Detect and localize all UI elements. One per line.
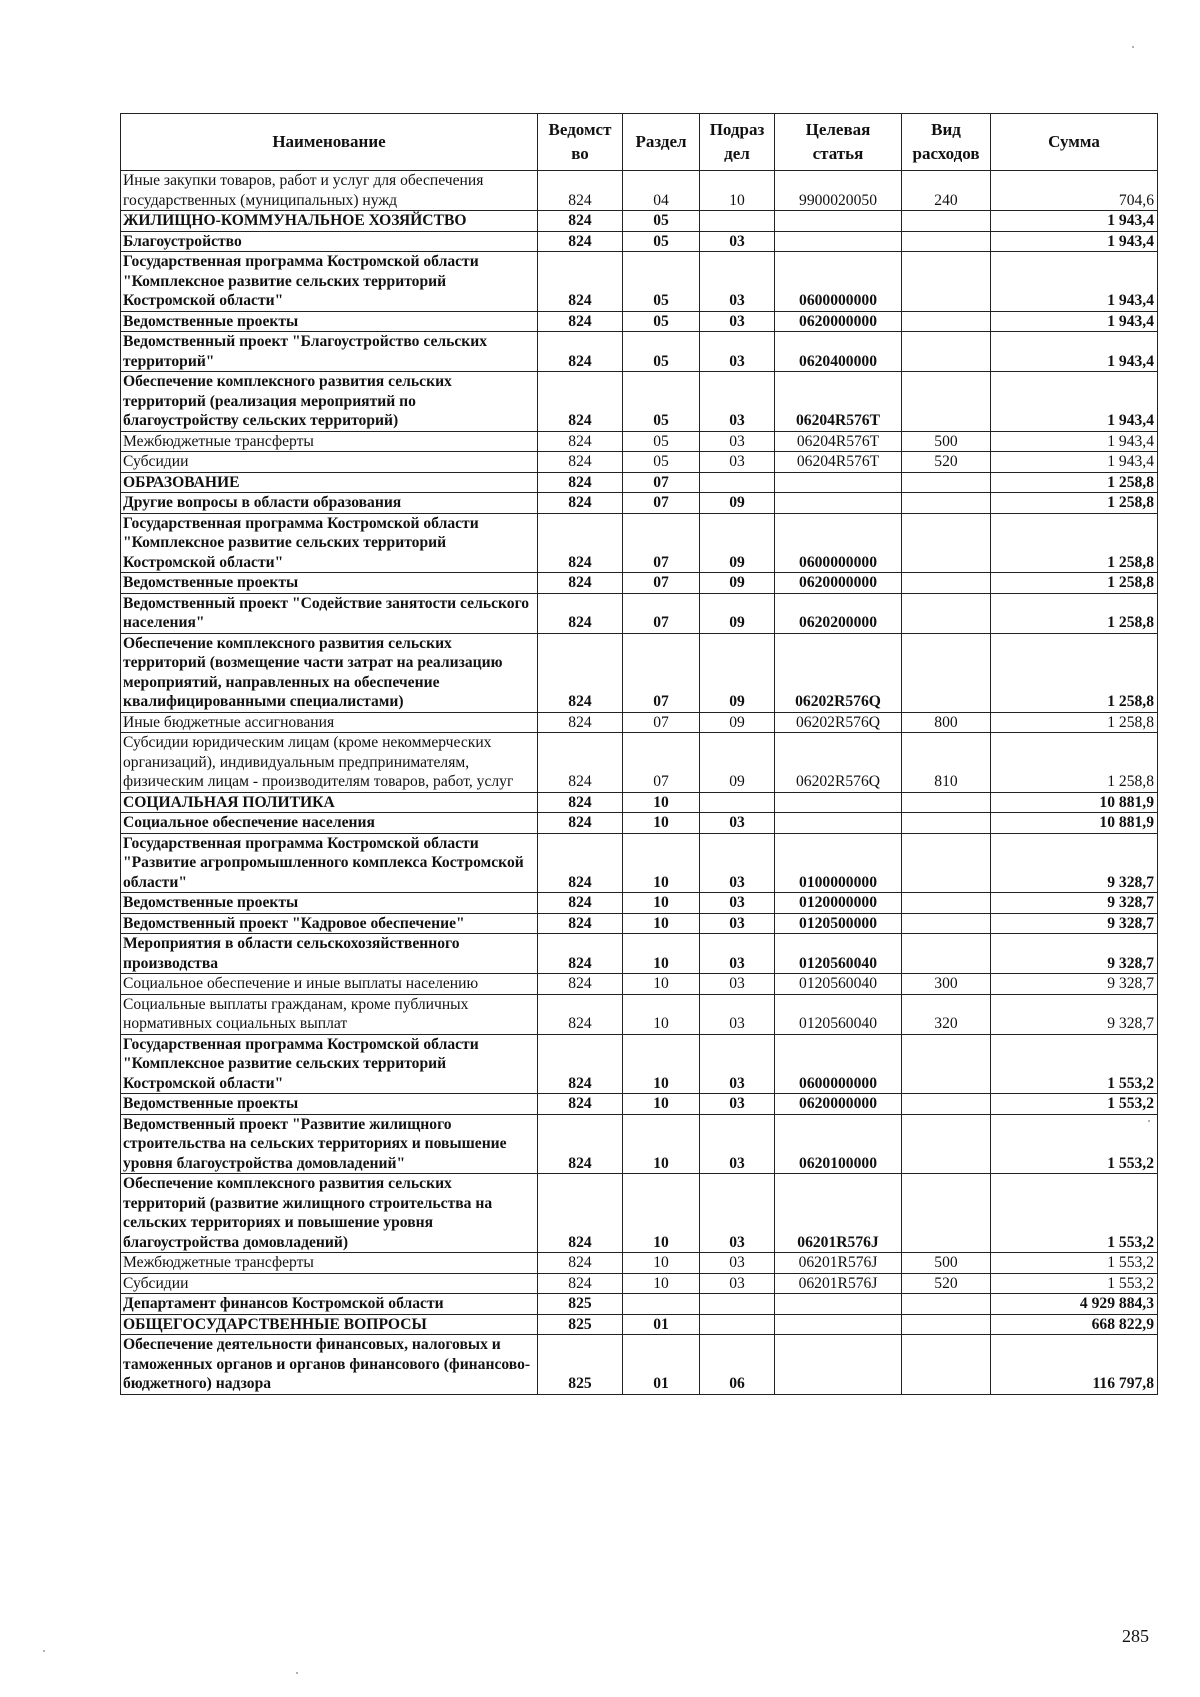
cell-name: Субсидии юридическим лицам (кроме некоммерческих организаций), индивидуальным предпринимателям, физическим лицам - производителям товаров, работ, услуг <box>121 733 538 793</box>
cell-celevaya-statya <box>775 211 902 232</box>
cell-podrazdel: 03 <box>700 431 775 452</box>
cell-vid-rashodov <box>902 1314 991 1335</box>
cell-summa: 1 258,8 <box>991 733 1158 793</box>
cell-podrazdel: 03 <box>700 1253 775 1274</box>
table-row <box>121 712 1158 733</box>
cell-vedomstvo: 824 <box>538 813 623 834</box>
cell-podrazdel: 03 <box>700 252 775 312</box>
cell-podrazdel: 03 <box>700 1174 775 1253</box>
cell-summa: 1 553,2 <box>991 1174 1158 1253</box>
cell-celevaya-statya: 06202R576Q <box>775 712 902 733</box>
cell-razdel: 10 <box>623 1114 700 1174</box>
table-row <box>121 171 1158 211</box>
cell-razdel: 10 <box>623 934 700 974</box>
cell-vedomstvo: 824 <box>538 431 623 452</box>
cell-summa: 1 943,4 <box>991 372 1158 432</box>
cell-celevaya-statya: 0600000000 <box>775 252 902 312</box>
cell-vedomstvo: 824 <box>538 573 623 594</box>
cell-name: Ведомственный проект "Содействие занятости сельского населения" <box>121 593 538 633</box>
cell-podrazdel: 09 <box>700 493 775 514</box>
scan-speck <box>43 1650 45 1652</box>
cell-summa: 1 553,2 <box>991 1034 1158 1094</box>
cell-summa: 1 943,4 <box>991 211 1158 232</box>
cell-podrazdel: 09 <box>700 593 775 633</box>
cell-summa: 1 943,4 <box>991 452 1158 473</box>
table-row <box>121 1335 1158 1395</box>
table-row <box>121 372 1158 432</box>
table-row <box>121 452 1158 473</box>
cell-razdel: 07 <box>623 573 700 594</box>
cell-razdel: 10 <box>623 833 700 893</box>
cell-celevaya-statya: 0100000000 <box>775 833 902 893</box>
cell-podrazdel: 03 <box>700 1094 775 1115</box>
cell-summa: 9 328,7 <box>991 893 1158 914</box>
cell-vid-rashodov <box>902 573 991 594</box>
cell-vid-rashodov: 520 <box>902 452 991 473</box>
cell-vedomstvo: 824 <box>538 934 623 974</box>
cell-name: Обеспечение комплексного развития сельских территорий (реализация мероприятий по благоустройству сельских территорий) <box>121 372 538 432</box>
cell-podrazdel <box>700 472 775 493</box>
header-razdel: Раздел <box>623 114 700 171</box>
cell-summa: 1 943,4 <box>991 252 1158 312</box>
table-row <box>121 813 1158 834</box>
cell-razdel: 01 <box>623 1314 700 1335</box>
cell-name: Другие вопросы в области образования <box>121 493 538 514</box>
cell-name: Субсидии <box>121 452 538 473</box>
cell-razdel: 07 <box>623 493 700 514</box>
cell-vedomstvo: 824 <box>538 974 623 995</box>
cell-summa: 704,6 <box>991 171 1158 211</box>
cell-vedomstvo: 825 <box>538 1335 623 1395</box>
cell-vedomstvo: 824 <box>538 1174 623 1253</box>
table-row <box>121 792 1158 813</box>
cell-name: Ведомственные проекты <box>121 893 538 914</box>
cell-summa: 10 881,9 <box>991 813 1158 834</box>
table-row <box>121 311 1158 332</box>
cell-name: Субсидии <box>121 1273 538 1294</box>
cell-vedomstvo: 824 <box>538 513 623 573</box>
header-summa: Сумма <box>991 114 1158 171</box>
table-row <box>121 211 1158 232</box>
cell-name: Ведомственный проект "Развитие жилищного строительства на сельских территориях и повышение уровня благоустройства домовладений" <box>121 1114 538 1174</box>
cell-razdel: 10 <box>623 974 700 995</box>
cell-summa: 10 881,9 <box>991 792 1158 813</box>
cell-summa: 9 328,7 <box>991 913 1158 934</box>
cell-summa: 9 328,7 <box>991 994 1158 1034</box>
cell-name: Социальное обеспечение населения <box>121 813 538 834</box>
cell-name: Ведомственный проект "Благоустройство сельских территорий" <box>121 332 538 372</box>
table-row <box>121 994 1158 1034</box>
table-row <box>121 633 1158 712</box>
cell-vid-rashodov <box>902 332 991 372</box>
cell-summa: 1 258,8 <box>991 573 1158 594</box>
header-vid-rashodov: Вид расходов <box>902 114 991 171</box>
cell-name: Иные бюджетные ассигнования <box>121 712 538 733</box>
cell-celevaya-statya: 0120560040 <box>775 994 902 1034</box>
cell-name: Ведомственные проекты <box>121 1094 538 1115</box>
table-row <box>121 593 1158 633</box>
table-row <box>121 1174 1158 1253</box>
cell-celevaya-statya: 06201R576J <box>775 1174 902 1253</box>
cell-celevaya-statya <box>775 813 902 834</box>
cell-podrazdel <box>700 1314 775 1335</box>
header-celevaya-statya: Целевая статья <box>775 114 902 171</box>
cell-podrazdel: 03 <box>700 1273 775 1294</box>
cell-vedomstvo: 824 <box>538 171 623 211</box>
cell-vid-rashodov: 800 <box>902 712 991 733</box>
cell-vid-rashodov <box>902 1114 991 1174</box>
cell-vid-rashodov <box>902 913 991 934</box>
table-row <box>121 1294 1158 1315</box>
cell-vedomstvo: 824 <box>538 472 623 493</box>
cell-vedomstvo: 824 <box>538 792 623 813</box>
cell-celevaya-statya: 0120500000 <box>775 913 902 934</box>
cell-summa: 668 822,9 <box>991 1314 1158 1335</box>
cell-vedomstvo: 824 <box>538 733 623 793</box>
cell-podrazdel: 03 <box>700 833 775 893</box>
cell-vid-rashodov <box>902 1174 991 1253</box>
cell-summa: 1 258,8 <box>991 472 1158 493</box>
cell-celevaya-statya: 0120000000 <box>775 893 902 914</box>
cell-podrazdel: 06 <box>700 1335 775 1395</box>
cell-vedomstvo: 824 <box>538 994 623 1034</box>
scan-speck <box>1148 1120 1150 1122</box>
cell-celevaya-statya: 0600000000 <box>775 513 902 573</box>
cell-summa: 1 258,8 <box>991 513 1158 573</box>
cell-vid-rashodov <box>902 252 991 312</box>
cell-summa: 1 553,2 <box>991 1253 1158 1274</box>
cell-razdel: 10 <box>623 1273 700 1294</box>
cell-razdel <box>623 1294 700 1315</box>
cell-celevaya-statya: 06201R576J <box>775 1273 902 1294</box>
cell-name: Обеспечение комплексного развития сельских территорий (развитие жилищного строительства на сельских территориях и повышение уровня благоустройства домовладений) <box>121 1174 538 1253</box>
cell-vid-rashodov <box>902 472 991 493</box>
cell-podrazdel: 03 <box>700 1114 775 1174</box>
cell-vedomstvo: 824 <box>538 493 623 514</box>
cell-razdel: 10 <box>623 813 700 834</box>
cell-vid-rashodov <box>902 813 991 834</box>
cell-celevaya-statya: 0620200000 <box>775 593 902 633</box>
table-row <box>121 332 1158 372</box>
cell-summa: 1 553,2 <box>991 1273 1158 1294</box>
cell-razdel: 07 <box>623 712 700 733</box>
cell-razdel: 10 <box>623 792 700 813</box>
cell-vid-rashodov <box>902 934 991 974</box>
cell-name: Государственная программа Костромской области "Развитие агропромышленного комплекса Костромской области" <box>121 833 538 893</box>
cell-celevaya-statya: 06201R576J <box>775 1253 902 1274</box>
cell-celevaya-statya: 0120560040 <box>775 974 902 995</box>
cell-podrazdel <box>700 792 775 813</box>
cell-podrazdel: 03 <box>700 1034 775 1094</box>
cell-podrazdel: 03 <box>700 332 775 372</box>
cell-vedomstvo: 824 <box>538 1253 623 1274</box>
cell-summa: 1 553,2 <box>991 1114 1158 1174</box>
cell-celevaya-statya: 0600000000 <box>775 1034 902 1094</box>
cell-celevaya-statya <box>775 1314 902 1335</box>
cell-razdel: 10 <box>623 994 700 1034</box>
cell-name: Межбюджетные трансферты <box>121 431 538 452</box>
cell-vedomstvo: 824 <box>538 211 623 232</box>
cell-podrazdel: 09 <box>700 573 775 594</box>
cell-vedomstvo: 824 <box>538 252 623 312</box>
cell-podrazdel: 03 <box>700 231 775 252</box>
cell-vedomstvo: 824 <box>538 1034 623 1094</box>
table-row <box>121 1314 1158 1335</box>
cell-vid-rashodov <box>902 513 991 573</box>
cell-razdel: 04 <box>623 171 700 211</box>
cell-name: Мероприятия в области сельскохозяйственного производства <box>121 934 538 974</box>
cell-name: СОЦИАЛЬНАЯ ПОЛИТИКА <box>121 792 538 813</box>
cell-podrazdel: 03 <box>700 372 775 432</box>
cell-name: Обеспечение комплексного развития сельских территорий (возмещение части затрат на реализацию мероприятий, направленных на обеспечение квалифицированными специалистами) <box>121 633 538 712</box>
cell-vid-rashodov <box>902 1034 991 1094</box>
cell-razdel: 07 <box>623 593 700 633</box>
cell-name: Государственная программа Костромской области "Комплексное развитие сельских территорий Костромской области" <box>121 513 538 573</box>
cell-vid-rashodov <box>902 311 991 332</box>
page-number: 285 <box>1122 1626 1149 1646</box>
table-row <box>121 1114 1158 1174</box>
table-row <box>121 513 1158 573</box>
table-row <box>121 252 1158 312</box>
cell-vid-rashodov <box>902 1094 991 1115</box>
cell-razdel: 05 <box>623 211 700 232</box>
cell-celevaya-statya: 06204R576T <box>775 452 902 473</box>
cell-vedomstvo: 824 <box>538 1273 623 1294</box>
cell-razdel: 10 <box>623 1253 700 1274</box>
cell-podrazdel: 03 <box>700 311 775 332</box>
cell-vedomstvo: 824 <box>538 332 623 372</box>
cell-name: Ведомственный проект "Кадровое обеспечение" <box>121 913 538 934</box>
cell-summa: 1 943,4 <box>991 332 1158 372</box>
table-row <box>121 1253 1158 1274</box>
cell-vid-rashodov: 500 <box>902 431 991 452</box>
scan-speck <box>296 1672 298 1674</box>
cell-summa: 1 943,4 <box>991 231 1158 252</box>
cell-summa: 1 943,4 <box>991 431 1158 452</box>
table-header-row <box>121 114 1158 171</box>
cell-name: Ведомственные проекты <box>121 573 538 594</box>
cell-name: Обеспечение деятельности финансовых, налоговых и таможенных органов и органов финансового (финансово-бюджетного) надзора <box>121 1335 538 1395</box>
cell-vid-rashodov <box>902 493 991 514</box>
cell-summa: 1 943,4 <box>991 311 1158 332</box>
cell-razdel: 07 <box>623 513 700 573</box>
table-row <box>121 1094 1158 1115</box>
cell-vedomstvo: 824 <box>538 893 623 914</box>
cell-podrazdel: 09 <box>700 733 775 793</box>
table-row <box>121 493 1158 514</box>
header-podrazdel: Подраз дел <box>700 114 775 171</box>
header-vedomstvo: Ведомст во <box>538 114 623 171</box>
cell-razdel: 10 <box>623 1094 700 1115</box>
cell-podrazdel: 09 <box>700 513 775 573</box>
cell-podrazdel: 09 <box>700 712 775 733</box>
cell-razdel: 10 <box>623 1174 700 1253</box>
cell-celevaya-statya: 06204R576T <box>775 431 902 452</box>
cell-name: Ведомственные проекты <box>121 311 538 332</box>
budget-table <box>120 113 1158 1395</box>
cell-podrazdel <box>700 1294 775 1315</box>
cell-celevaya-statya <box>775 231 902 252</box>
cell-vid-rashodov: 320 <box>902 994 991 1034</box>
cell-vid-rashodov <box>902 833 991 893</box>
cell-podrazdel: 03 <box>700 913 775 934</box>
cell-razdel: 01 <box>623 1335 700 1395</box>
cell-summa: 9 328,7 <box>991 833 1158 893</box>
cell-vedomstvo: 824 <box>538 833 623 893</box>
cell-summa: 116 797,8 <box>991 1335 1158 1395</box>
cell-podrazdel: 09 <box>700 633 775 712</box>
cell-name: Социальные выплаты гражданам, кроме публичных нормативных социальных выплат <box>121 994 538 1034</box>
cell-razdel: 05 <box>623 332 700 372</box>
cell-razdel: 05 <box>623 431 700 452</box>
cell-podrazdel: 03 <box>700 893 775 914</box>
cell-vedomstvo: 824 <box>538 633 623 712</box>
header-name: Наименование <box>121 114 538 171</box>
cell-summa: 1 258,8 <box>991 493 1158 514</box>
cell-podrazdel: 03 <box>700 934 775 974</box>
cell-vedomstvo: 824 <box>538 372 623 432</box>
cell-vid-rashodov <box>902 593 991 633</box>
cell-summa: 1 258,8 <box>991 712 1158 733</box>
cell-celevaya-statya: 0120560040 <box>775 934 902 974</box>
table-row <box>121 733 1158 793</box>
cell-name: Государственная программа Костромской области "Комплексное развитие сельских территорий Костромской области" <box>121 1034 538 1094</box>
cell-summa: 4 929 884,3 <box>991 1294 1158 1315</box>
cell-name: Благоустройство <box>121 231 538 252</box>
cell-podrazdel: 10 <box>700 171 775 211</box>
cell-celevaya-statya <box>775 1335 902 1395</box>
cell-celevaya-statya <box>775 1294 902 1315</box>
cell-podrazdel <box>700 211 775 232</box>
cell-vid-rashodov <box>902 372 991 432</box>
cell-vedomstvo: 824 <box>538 913 623 934</box>
cell-celevaya-statya: 06202R576Q <box>775 633 902 712</box>
cell-podrazdel: 03 <box>700 813 775 834</box>
cell-vid-rashodov <box>902 1294 991 1315</box>
cell-vedomstvo: 824 <box>538 1094 623 1115</box>
cell-vid-rashodov: 240 <box>902 171 991 211</box>
cell-vedomstvo: 824 <box>538 231 623 252</box>
cell-razdel: 10 <box>623 893 700 914</box>
cell-summa: 9 328,7 <box>991 974 1158 995</box>
table-row <box>121 472 1158 493</box>
table-body <box>121 171 1158 1395</box>
cell-summa: 1 258,8 <box>991 633 1158 712</box>
cell-celevaya-statya: 0620100000 <box>775 1114 902 1174</box>
cell-celevaya-statya: 0620400000 <box>775 332 902 372</box>
cell-razdel: 10 <box>623 913 700 934</box>
cell-name: Социальное обеспечение и иные выплаты населению <box>121 974 538 995</box>
table-row <box>121 231 1158 252</box>
cell-razdel: 05 <box>623 452 700 473</box>
cell-vid-rashodov <box>902 231 991 252</box>
table-row <box>121 893 1158 914</box>
cell-name: Департамент финансов Костромской области <box>121 1294 538 1315</box>
cell-celevaya-statya: 0620000000 <box>775 1094 902 1115</box>
cell-vedomstvo: 824 <box>538 712 623 733</box>
cell-razdel: 05 <box>623 252 700 312</box>
table-row <box>121 1273 1158 1294</box>
table-row <box>121 431 1158 452</box>
cell-podrazdel: 03 <box>700 452 775 473</box>
cell-name: Иные закупки товаров, работ и услуг для обеспечения государственных (муниципальных) нужд <box>121 171 538 211</box>
cell-razdel: 07 <box>623 733 700 793</box>
cell-razdel: 05 <box>623 311 700 332</box>
cell-razdel: 05 <box>623 372 700 432</box>
cell-vedomstvo: 824 <box>538 311 623 332</box>
cell-vedomstvo: 824 <box>538 452 623 473</box>
cell-name: Государственная программа Костромской области "Комплексное развитие сельских территорий Костромской области" <box>121 252 538 312</box>
cell-vid-rashodov <box>902 1335 991 1395</box>
table-row <box>121 974 1158 995</box>
cell-vid-rashodov: 300 <box>902 974 991 995</box>
cell-razdel: 10 <box>623 1034 700 1094</box>
cell-celevaya-statya: 06202R576Q <box>775 733 902 793</box>
cell-razdel: 07 <box>623 472 700 493</box>
cell-vedomstvo: 825 <box>538 1314 623 1335</box>
cell-vid-rashodov: 520 <box>902 1273 991 1294</box>
cell-name: ОБРАЗОВАНИЕ <box>121 472 538 493</box>
cell-celevaya-statya: 9900020050 <box>775 171 902 211</box>
table-row <box>121 1034 1158 1094</box>
cell-vid-rashodov <box>902 211 991 232</box>
cell-name: ЖИЛИЩНО-КОММУНАЛЬНОЕ ХОЗЯЙСТВО <box>121 211 538 232</box>
cell-summa: 1 553,2 <box>991 1094 1158 1115</box>
cell-summa: 9 328,7 <box>991 934 1158 974</box>
cell-vedomstvo: 824 <box>538 593 623 633</box>
cell-summa: 1 258,8 <box>991 593 1158 633</box>
cell-podrazdel: 03 <box>700 994 775 1034</box>
cell-name: ОБЩЕГОСУДАРСТВЕННЫЕ ВОПРОСЫ <box>121 1314 538 1335</box>
scan-speck <box>1132 46 1134 48</box>
cell-celevaya-statya <box>775 792 902 813</box>
cell-vedomstvo: 825 <box>538 1294 623 1315</box>
table-row <box>121 573 1158 594</box>
cell-razdel: 07 <box>623 633 700 712</box>
cell-vid-rashodov <box>902 792 991 813</box>
table-row <box>121 833 1158 893</box>
cell-vid-rashodov: 500 <box>902 1253 991 1274</box>
cell-celevaya-statya <box>775 472 902 493</box>
cell-vid-rashodov <box>902 893 991 914</box>
cell-celevaya-statya: 0620000000 <box>775 573 902 594</box>
cell-celevaya-statya: 0620000000 <box>775 311 902 332</box>
cell-vid-rashodov: 810 <box>902 733 991 793</box>
cell-celevaya-statya <box>775 493 902 514</box>
cell-podrazdel: 03 <box>700 974 775 995</box>
table-row <box>121 934 1158 974</box>
cell-vedomstvo: 824 <box>538 1114 623 1174</box>
table-row <box>121 913 1158 934</box>
cell-razdel: 05 <box>623 231 700 252</box>
cell-vid-rashodov <box>902 633 991 712</box>
cell-celevaya-statya: 06204R576T <box>775 372 902 432</box>
cell-name: Межбюджетные трансферты <box>121 1253 538 1274</box>
